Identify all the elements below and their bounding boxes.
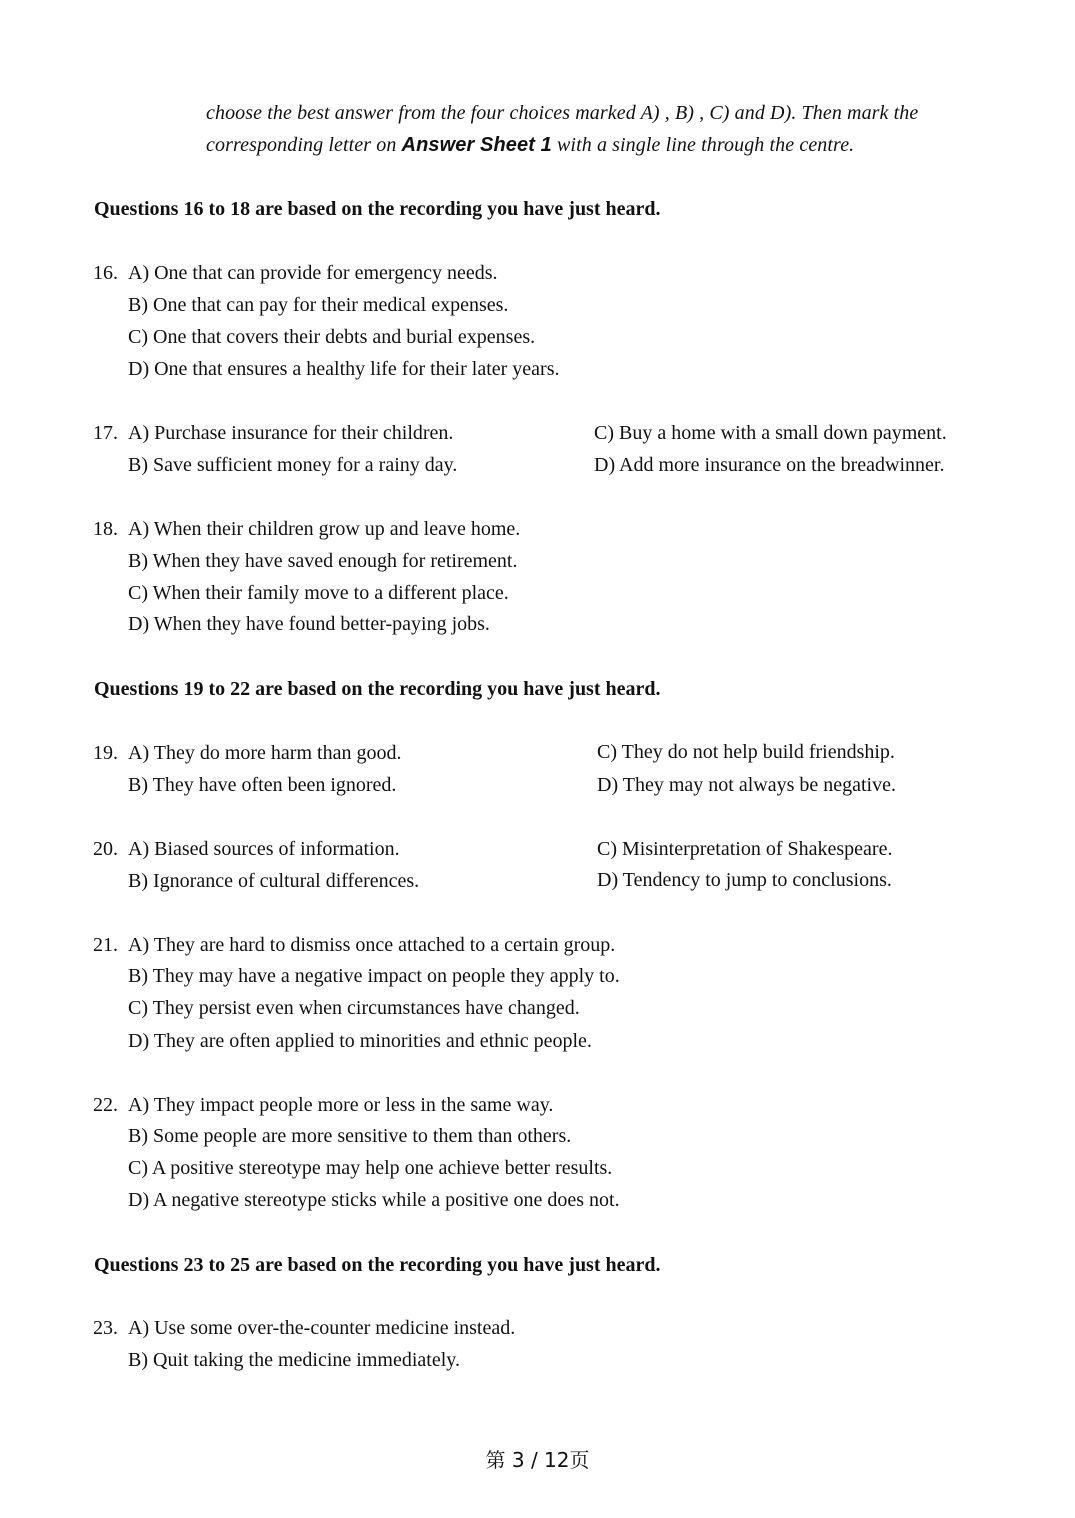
option-c: C) One that covers their debts and burial expenses. [128, 326, 536, 348]
option-d: D) They are often applied to minorities and ethnic people. [128, 1030, 592, 1052]
option-b: B) They may have a negative impact on people they apply to. [128, 965, 620, 987]
section-heading: Questions 19 to 22 are based on the recording you have just heard. [94, 678, 661, 700]
option-d: D) One that ensures a healthy life for their later years. [128, 358, 560, 380]
option-d: D) A negative stereotype sticks while a positive one does not. [128, 1189, 620, 1211]
option-c: C) Buy a home with a small down payment. [594, 422, 947, 444]
option-a: A) One that can provide for emergency needs. [128, 262, 498, 284]
option-b: B) Ignorance of cultural differences. [128, 870, 420, 892]
option-c: C) Misinterpretation of Shakespeare. [597, 838, 893, 860]
question-number: 17. [93, 422, 118, 444]
option-b: B) When they have saved enough for retirement. [128, 550, 518, 572]
option-a: A) When their children grow up and leave home. [128, 518, 521, 540]
option-c: C) When their family move to a different place. [128, 582, 509, 604]
option-c: C) A positive stereotype may help one achieve better results. [128, 1157, 613, 1179]
question-number: 22. [93, 1094, 118, 1116]
question-number: 23. [93, 1317, 118, 1339]
question-number: 20. [93, 838, 118, 860]
question-number: 16. [93, 262, 118, 284]
option-d: D) When they have found better-paying jobs. [128, 613, 490, 635]
question-number: 21. [93, 934, 118, 956]
option-a: A) They are hard to dismiss once attached to a certain group. [128, 934, 616, 956]
section-heading: Questions 16 to 18 are based on the recording you have just heard. [94, 198, 661, 220]
instructions-line-1: choose the best answer from the four choices marked A) , B) , C) and D). Then mark the [206, 102, 919, 124]
option-d: D) Tendency to jump to conclusions. [597, 869, 892, 891]
option-a: A) They do more harm than good. [128, 742, 402, 764]
section-heading: Questions 23 to 25 are based on the recording you have just heard. [94, 1254, 661, 1276]
option-a: A) Biased sources of information. [128, 838, 400, 860]
page-number: 第 3 / 12页 [485, 1448, 590, 1472]
question-number: 19. [93, 742, 118, 764]
option-d: D) Add more insurance on the breadwinner. [594, 454, 945, 476]
option-a: A) Use some over-the-counter medicine instead. [128, 1317, 516, 1339]
option-d: D) They may not always be negative. [597, 774, 896, 796]
option-b: B) Save sufficient money for a rainy day. [128, 454, 458, 476]
instructions-text: with a single line through the centre. [551, 134, 855, 156]
option-c: C) They do not help build friendship. [597, 741, 895, 763]
option-a: A) They impact people more or less in the same way. [128, 1094, 554, 1116]
question-number: 18. [93, 518, 118, 540]
option-b: B) They have often been ignored. [128, 774, 397, 796]
option-a: A) Purchase insurance for their children. [128, 422, 454, 444]
option-b: B) Some people are more sensitive to them than others. [128, 1125, 572, 1147]
answer-sheet-label: Answer Sheet 1 [401, 134, 552, 156]
instructions-text: corresponding letter on [206, 134, 402, 156]
option-b: B) Quit taking the medicine immediately. [128, 1349, 460, 1371]
option-b: B) One that can pay for their medical expenses. [128, 294, 509, 316]
option-c: C) They persist even when circumstances have changed. [128, 997, 580, 1019]
instructions-line-2 [206, 134, 854, 157]
